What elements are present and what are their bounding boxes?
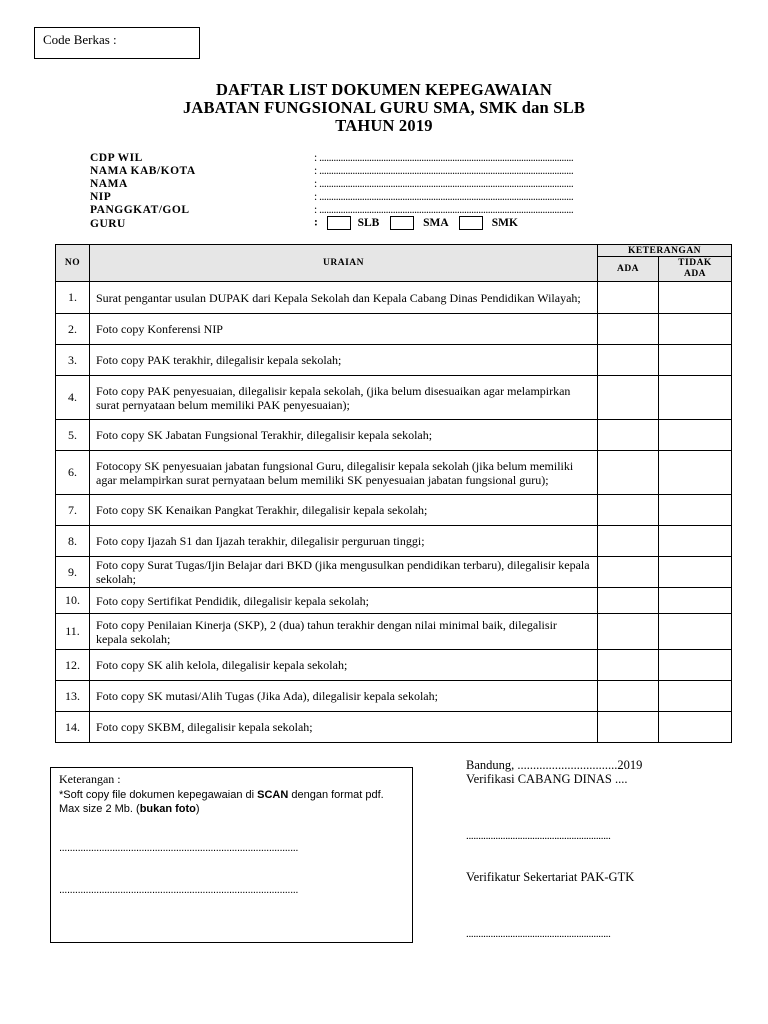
- row-ada-cell[interactable]: [598, 451, 659, 495]
- keterangan-note-bukan-foto: bukan foto: [139, 803, 196, 815]
- row-description: Foto copy PAK terakhir, dilegalisir kepala sekolah;: [90, 345, 598, 376]
- row-tidak-ada-cell[interactable]: [659, 495, 732, 526]
- header-no: NO: [56, 245, 90, 282]
- guru-colon: :: [314, 216, 318, 229]
- field-label-nama: NAMA: [90, 178, 128, 190]
- row-number: 8.: [56, 526, 90, 557]
- field-value-pangkat-gol[interactable]: : ...........................................................................................................: [314, 204, 574, 216]
- signature-line-2[interactable]: ...........................................................: [466, 928, 611, 940]
- row-tidak-ada-cell[interactable]: [659, 451, 732, 495]
- verifikasi-cabang-dinas: Verifikasi CABANG DINAS ....: [466, 772, 628, 786]
- verifikatur-sekertariat: Verifikatur Sekertariat PAK-GTK: [466, 870, 635, 884]
- table-row: [56, 712, 732, 743]
- keterangan-note-scan: SCAN: [257, 789, 289, 801]
- row-tidak-ada-cell[interactable]: [659, 557, 732, 588]
- row-ada-cell[interactable]: [598, 376, 659, 420]
- row-ada-cell[interactable]: [598, 712, 659, 743]
- row-description: Foto copy SKBM, dilegalisir kepala sekolah;: [90, 712, 598, 743]
- row-ada-cell[interactable]: [598, 650, 659, 681]
- table-row: [56, 420, 732, 451]
- row-number: 4.: [56, 376, 90, 420]
- row-number: 11.: [56, 614, 90, 650]
- row-tidak-ada-cell[interactable]: [659, 345, 732, 376]
- field-label-cdp-wil: CDP WIL: [90, 152, 143, 164]
- row-number: 6.: [56, 451, 90, 495]
- row-ada-cell[interactable]: [598, 420, 659, 451]
- row-tidak-ada-cell[interactable]: [659, 712, 732, 743]
- checkbox-sma[interactable]: [390, 216, 414, 230]
- row-description: Foto copy Sertifikat Pendidik, dilegalisir kepala sekolah;: [90, 588, 598, 614]
- row-description: Foto copy Konferensi NIP: [90, 314, 598, 345]
- row-tidak-ada-cell[interactable]: [659, 526, 732, 557]
- code-berkas-label: Code Berkas :: [43, 32, 117, 47]
- row-ada-cell[interactable]: [598, 345, 659, 376]
- document-title-line-2: JABATAN FUNGSIONAL GURU SMA, SMK dan SLB: [182, 98, 586, 117]
- field-value-nama[interactable]: : ...........................................................................................................: [314, 178, 574, 190]
- header-tidak-ada-line-1: TIDAK: [678, 258, 712, 268]
- field-label-nip: NIP: [90, 191, 112, 203]
- field-label-nama-kab-kota: NAMA KAB/KOTA: [90, 165, 196, 177]
- row-description: Foto copy SK alih kelola, dilegalisir kepala sekolah;: [90, 650, 598, 681]
- table-row: [56, 681, 732, 712]
- row-tidak-ada-cell[interactable]: [659, 681, 732, 712]
- row-number: 13.: [56, 681, 90, 712]
- guru-options: [314, 216, 518, 230]
- row-description: Foto copy Ijazah S1 dan Ijazah terakhir, dilegalisir perguruan tinggi;: [90, 526, 598, 557]
- row-description: Surat pengantar usulan DUPAK dari Kepala Sekolah dan Kepala Cabang Dinas Pendidikan Wilayah;: [90, 282, 598, 314]
- row-tidak-ada-cell[interactable]: [659, 588, 732, 614]
- field-label-pangkat-gol: PANGGKAT/GOL: [90, 204, 190, 216]
- header-tidak-ada-line-2: ADA: [683, 269, 707, 279]
- row-tidak-ada-cell[interactable]: [659, 376, 732, 420]
- row-ada-cell[interactable]: [598, 282, 659, 314]
- option-label-slb: SLB: [357, 216, 380, 229]
- row-number: 10.: [56, 588, 90, 614]
- keterangan-note: [59, 788, 404, 816]
- table-row: [56, 495, 732, 526]
- row-description: Foto copy Penilaian Kinerja (SKP), 2 (dua) tahun terakhir dengan nilai minimal baik, dilegalisir kepala sekolah;: [90, 614, 598, 650]
- document-title-line-3: TAHUN 2019: [335, 116, 433, 135]
- row-ada-cell[interactable]: [598, 314, 659, 345]
- checkbox-slb[interactable]: [327, 216, 351, 230]
- row-number: 3.: [56, 345, 90, 376]
- row-ada-cell[interactable]: [598, 614, 659, 650]
- code-berkas-box: [34, 27, 200, 59]
- row-description: Fotocopy SK penyesuaian jabatan fungsional Guru, dilegalisir kepala sekolah (jika belum memiliki agar melampirkan surat pernyataan belum memiliki SK penyesuaian jabatan fungsional guru);: [90, 451, 598, 495]
- row-tidak-ada-cell[interactable]: [659, 614, 732, 650]
- row-ada-cell[interactable]: [598, 588, 659, 614]
- table-row: [56, 614, 732, 650]
- document-checklist-table: [55, 244, 732, 743]
- header-ada: ADA: [598, 257, 659, 282]
- keterangan-note-part-2: dengan format pdf. Max size 2 Mb. (: [59, 789, 384, 815]
- row-ada-cell[interactable]: [598, 526, 659, 557]
- header-tidak-ada: [659, 257, 732, 282]
- row-tidak-ada-cell[interactable]: [659, 650, 732, 681]
- row-ada-cell[interactable]: [598, 681, 659, 712]
- table-row: [56, 526, 732, 557]
- table-row: [56, 588, 732, 614]
- place-date: Bandung, ................................2019: [466, 758, 643, 772]
- field-value-cdp-wil[interactable]: : ...........................................................................................................: [314, 152, 574, 164]
- table-row: [56, 376, 732, 420]
- table-row: [56, 451, 732, 495]
- keterangan-line-1[interactable]: ..........................................................................................: [59, 842, 299, 854]
- keterangan-note-part-1: *Soft copy file dokumen kepegawaian di: [59, 789, 258, 801]
- keterangan-line-2[interactable]: ..........................................................................................: [59, 884, 299, 896]
- row-number: 9.: [56, 557, 90, 588]
- option-label-smk: SMK: [491, 216, 518, 229]
- keterangan-title: Keterangan :: [59, 772, 121, 786]
- row-tidak-ada-cell[interactable]: [659, 420, 732, 451]
- table-row: [56, 557, 732, 588]
- header-uraian: URAIAN: [90, 245, 598, 282]
- option-label-sma: SMA: [423, 216, 449, 229]
- field-value-nip[interactable]: : ...........................................................................................................: [314, 191, 574, 203]
- row-description: Foto copy SK Jabatan Fungsional Terakhir, dilegalisir kepala sekolah;: [90, 420, 598, 451]
- row-description: Foto copy PAK penyesuaian, dilegalisir kepala sekolah, (jika belum disesuaikan agar melampirkan surat pernyataan belum memiliki PAK penyesuaian);: [90, 376, 598, 420]
- row-ada-cell[interactable]: [598, 557, 659, 588]
- row-description: Foto copy SK mutasi/Alih Tugas (Jika Ada), dilegalisir kepala sekolah;: [90, 681, 598, 712]
- keterangan-note-part-3: ): [195, 803, 200, 815]
- table-row: [56, 650, 732, 681]
- row-number: 1.: [56, 282, 90, 314]
- row-number: 2.: [56, 314, 90, 345]
- row-description: Foto copy Surat Tugas/Ijin Belajar dari BKD (jika mengusulkan pendidikan terbaru), dilegalisir kepala sekolah;: [90, 557, 598, 588]
- document-title-line-1: DAFTAR LIST DOKUMEN KEPEGAWAIAN: [215, 80, 553, 99]
- keterangan-box: [50, 767, 413, 943]
- row-number: 14.: [56, 712, 90, 743]
- row-number: 5.: [56, 420, 90, 451]
- row-tidak-ada-cell[interactable]: [659, 314, 732, 345]
- row-number: 12.: [56, 650, 90, 681]
- field-value-nama-kab-kota[interactable]: : ...........................................................................................................: [314, 165, 574, 177]
- table-row: [56, 282, 732, 314]
- field-label-guru: GURU: [90, 218, 126, 230]
- header-keterangan: KETERANGAN: [598, 245, 732, 257]
- row-tidak-ada-cell[interactable]: [659, 282, 732, 314]
- table-row: [56, 345, 732, 376]
- row-ada-cell[interactable]: [598, 495, 659, 526]
- row-description: Foto copy SK Kenaikan Pangkat Terakhir, dilegalisir kepala sekolah;: [90, 495, 598, 526]
- signature-line-1[interactable]: ...........................................................: [466, 830, 611, 842]
- table-row: [56, 314, 732, 345]
- checkbox-smk[interactable]: [459, 216, 483, 230]
- row-number: 7.: [56, 495, 90, 526]
